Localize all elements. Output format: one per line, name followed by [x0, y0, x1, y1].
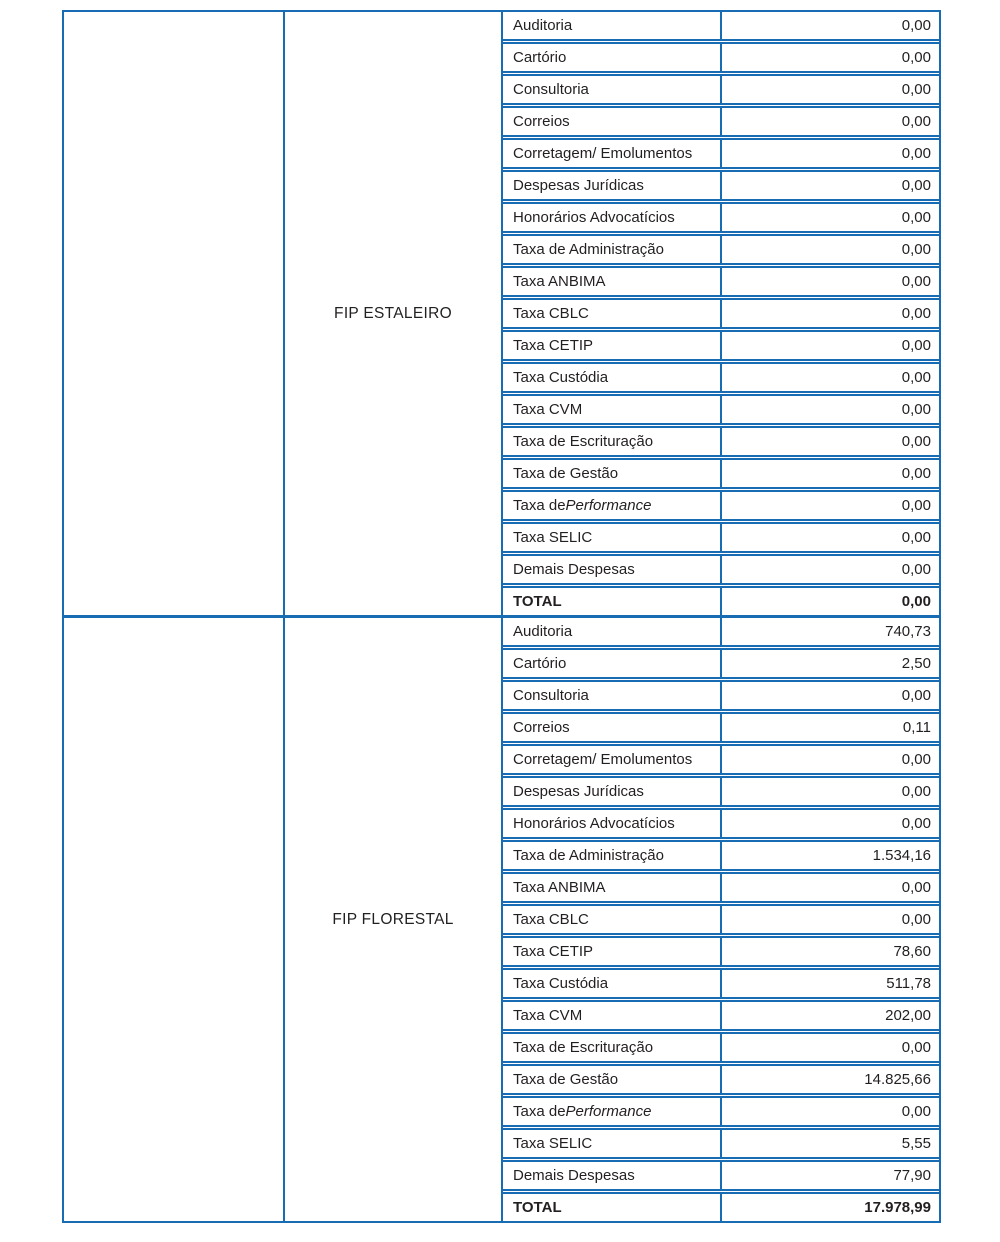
expense-value-cell — [722, 970, 939, 997]
expense-label: Honorários Advocatícios — [513, 815, 675, 832]
expense-label: Taxa de Gestão — [513, 465, 619, 482]
expense-value-cell — [722, 556, 939, 583]
expense-label-cell — [503, 1098, 722, 1125]
expense-value-cell — [722, 1194, 939, 1221]
expense-label-cell — [503, 1066, 722, 1093]
expense-label: Taxa ANBIMA — [513, 879, 606, 896]
expense-label-cell — [503, 714, 722, 741]
expense-value-cell — [722, 12, 939, 39]
expense-value: 0,00 — [901, 783, 931, 800]
expense-value: 0,00 — [901, 177, 931, 194]
expense-value-cell — [722, 1162, 939, 1189]
expense-value-cell — [722, 1002, 939, 1029]
expense-label: Taxa Custódia — [513, 369, 609, 386]
expense-label: Correios — [513, 719, 570, 736]
expense-value: 1.534,16 — [872, 847, 931, 864]
table-row — [503, 842, 939, 874]
expense-value: 14.825,66 — [864, 1071, 931, 1088]
expense-value-cell — [722, 364, 939, 391]
expense-label: Taxa de Escrituração — [513, 433, 654, 450]
table-row — [503, 682, 939, 714]
expense-label: Taxa de — [513, 1103, 566, 1120]
expense-label-cell — [503, 1002, 722, 1029]
table-row — [503, 44, 939, 76]
table-row — [503, 492, 939, 524]
expense-value: 0,00 — [901, 1039, 931, 1056]
table-row — [503, 746, 939, 778]
expense-value: 740,73 — [885, 623, 931, 640]
expense-label: Demais Despesas — [513, 561, 635, 578]
expense-value: 0,00 — [901, 1103, 931, 1120]
table-row — [503, 1002, 939, 1034]
expense-value-cell — [722, 460, 939, 487]
expense-label-cell — [503, 588, 722, 615]
expense-value-cell — [722, 332, 939, 359]
expense-value-cell — [722, 1034, 939, 1061]
total-row — [503, 1194, 939, 1221]
fund-section — [64, 12, 939, 618]
expense-value: 0,00 — [901, 879, 931, 896]
table-row — [503, 12, 939, 44]
expense-value-cell — [722, 396, 939, 423]
fund-name: FIP FLORESTAL — [332, 910, 454, 928]
table-row — [503, 332, 939, 364]
expense-value-cell — [722, 236, 939, 263]
table-row — [503, 1162, 939, 1194]
table-row — [503, 108, 939, 140]
expense-value-cell — [722, 524, 939, 551]
expense-value-cell — [722, 938, 939, 965]
table-row — [503, 1130, 939, 1162]
expense-label-cell — [503, 108, 722, 135]
table-row — [503, 140, 939, 172]
expense-value-cell — [722, 44, 939, 71]
expense-label-cell — [503, 874, 722, 901]
expense-value: 202,00 — [885, 1007, 931, 1024]
expense-label: Auditoria — [513, 623, 573, 640]
expense-label-cell — [503, 12, 722, 39]
table-row — [503, 650, 939, 682]
expense-label: Despesas Jurídicas — [513, 783, 644, 800]
table-row — [503, 778, 939, 810]
expense-value: 0,00 — [901, 209, 931, 226]
fund-name: FIP ESTALEIRO — [334, 304, 452, 322]
table-row — [503, 172, 939, 204]
table-row — [503, 714, 939, 746]
expense-value-cell — [722, 746, 939, 773]
expense-value: 0,00 — [901, 241, 931, 258]
expense-value-cell — [722, 650, 939, 677]
expense-value-cell — [722, 588, 939, 615]
expense-value-cell — [722, 1130, 939, 1157]
expense-label: Taxa CBLC — [513, 911, 589, 928]
expense-label: Consultoria — [513, 81, 589, 98]
table-row — [503, 236, 939, 268]
expense-value: 0,00 — [901, 145, 931, 162]
expense-value: 0,11 — [902, 719, 931, 736]
expense-label: Taxa de Escrituração — [513, 1039, 654, 1056]
table-row — [503, 300, 939, 332]
expense-label: Taxa CVM — [513, 1007, 583, 1024]
expense-value: 0,00 — [901, 465, 931, 482]
empty-column-cell — [64, 618, 285, 1221]
expense-value-cell — [722, 492, 939, 519]
expense-value-cell — [722, 140, 939, 167]
expense-label: Demais Despesas — [513, 1167, 635, 1184]
expense-label-cell — [503, 810, 722, 837]
table-row — [503, 618, 939, 650]
table-row — [503, 76, 939, 108]
expense-label: Taxa Custódia — [513, 975, 609, 992]
expense-value: 0,00 — [901, 273, 931, 290]
expense-label-cell — [503, 556, 722, 583]
table-row — [503, 396, 939, 428]
expense-label: Taxa ANBIMA — [513, 273, 606, 290]
table-row — [503, 556, 939, 588]
expense-label: Taxa SELIC — [513, 1135, 593, 1152]
expense-value-cell — [722, 682, 939, 709]
expense-value: 0,00 — [901, 561, 931, 578]
expense-label-italic: Performance — [565, 497, 652, 514]
expense-value: 0,00 — [901, 687, 931, 704]
expense-label-cell — [503, 492, 722, 519]
expense-value: 5,55 — [901, 1135, 931, 1152]
expense-value: 0,00 — [901, 433, 931, 450]
total-row — [503, 588, 939, 615]
expense-label-cell — [503, 906, 722, 933]
expense-label-cell — [503, 1194, 722, 1221]
expense-label-cell — [503, 76, 722, 103]
expense-value-cell — [722, 268, 939, 295]
fund-section — [64, 618, 939, 1221]
expense-label-cell — [503, 938, 722, 965]
expense-label: Auditoria — [513, 17, 573, 34]
expense-label: Correios — [513, 113, 570, 130]
expense-label-cell — [503, 140, 722, 167]
fund-name-cell — [285, 618, 503, 1221]
expense-label-cell — [503, 682, 722, 709]
table-row — [503, 1034, 939, 1066]
expense-value: 0,00 — [901, 81, 931, 98]
expense-value-cell — [722, 108, 939, 135]
expense-label-cell — [503, 524, 722, 551]
expense-label-cell — [503, 778, 722, 805]
expense-value-cell — [722, 1098, 939, 1125]
expense-label: Honorários Advocatícios — [513, 209, 675, 226]
expense-rows — [503, 618, 939, 1221]
expense-label-cell — [503, 746, 722, 773]
expense-value-cell — [722, 714, 939, 741]
expense-value: 0,00 — [901, 337, 931, 354]
expense-value: 0,00 — [901, 305, 931, 322]
table-row — [503, 364, 939, 396]
expense-label-cell — [503, 268, 722, 295]
expense-label-cell — [503, 236, 722, 263]
table-row — [503, 204, 939, 236]
expense-label: Taxa de Gestão — [513, 1071, 619, 1088]
expense-label: Cartório — [513, 655, 567, 672]
expense-value-cell — [722, 1066, 939, 1093]
expense-value-cell — [722, 906, 939, 933]
expense-rows — [503, 12, 939, 615]
empty-column-cell — [64, 12, 285, 615]
table-row — [503, 524, 939, 556]
expense-value: 0,00 — [901, 815, 931, 832]
expense-label-cell — [503, 1162, 722, 1189]
expense-value-cell — [722, 810, 939, 837]
expense-label-italic: Performance — [565, 1103, 652, 1120]
table-row — [503, 970, 939, 1002]
expense-label-cell — [503, 332, 722, 359]
expense-label-cell — [503, 1130, 722, 1157]
expense-value-cell — [722, 300, 939, 327]
expense-value: 0,00 — [901, 751, 931, 768]
table-row — [503, 1098, 939, 1130]
expense-label-cell — [503, 1034, 722, 1061]
expense-label-cell — [503, 396, 722, 423]
expense-value: 17.978,99 — [864, 1199, 931, 1216]
fund-name-cell — [285, 12, 503, 615]
expense-label-cell — [503, 842, 722, 869]
expense-label: Corretagem/ Emolumentos — [513, 751, 693, 768]
expense-label-cell — [503, 300, 722, 327]
expense-label: Taxa de — [513, 497, 566, 514]
expense-value-cell — [722, 874, 939, 901]
expense-label: Taxa CETIP — [513, 337, 594, 354]
table-row — [503, 810, 939, 842]
expense-label: Taxa SELIC — [513, 529, 593, 546]
expense-label-cell — [503, 364, 722, 391]
expense-label-cell — [503, 650, 722, 677]
expense-value: 78,60 — [893, 943, 931, 960]
expense-value: 2,50 — [901, 655, 931, 672]
expense-value: 0,00 — [901, 369, 931, 386]
expense-label-cell — [503, 618, 722, 645]
expense-value-cell — [722, 428, 939, 455]
expense-value: 0,00 — [901, 49, 931, 66]
expense-label: Despesas Jurídicas — [513, 177, 644, 194]
expense-table — [62, 10, 941, 1223]
expense-value: 0,00 — [901, 113, 931, 130]
expense-label-cell — [503, 970, 722, 997]
expense-label: Consultoria — [513, 687, 589, 704]
expense-value-cell — [722, 842, 939, 869]
expense-label: Taxa CVM — [513, 401, 583, 418]
expense-label-cell — [503, 172, 722, 199]
expense-label-cell — [503, 428, 722, 455]
expense-label: Taxa CETIP — [513, 943, 594, 960]
expense-label: TOTAL — [513, 593, 562, 610]
table-row — [503, 938, 939, 970]
expense-value: 0,00 — [901, 497, 931, 514]
table-row — [503, 460, 939, 492]
expense-label: TOTAL — [513, 1199, 562, 1216]
expense-value-cell — [722, 76, 939, 103]
expense-label-cell — [503, 44, 722, 71]
expense-label: Taxa de Administração — [513, 241, 664, 258]
expense-value: 0,00 — [901, 401, 931, 418]
table-row — [503, 874, 939, 906]
expense-value: 0,00 — [901, 911, 931, 928]
expense-label: Taxa de Administração — [513, 847, 664, 864]
expense-value: 511,78 — [886, 975, 931, 992]
expense-label-cell — [503, 460, 722, 487]
expense-value: 0,00 — [901, 593, 931, 610]
expense-value-cell — [722, 778, 939, 805]
expense-value-cell — [722, 204, 939, 231]
expense-value: 0,00 — [901, 17, 931, 34]
expense-value-cell — [722, 618, 939, 645]
table-row — [503, 1066, 939, 1098]
expense-label: Corretagem/ Emolumentos — [513, 145, 693, 162]
table-row — [503, 428, 939, 460]
expense-label-cell — [503, 204, 722, 231]
expense-value-cell — [722, 172, 939, 199]
table-row — [503, 268, 939, 300]
expense-value: 77,90 — [893, 1167, 931, 1184]
table-row — [503, 906, 939, 938]
expense-value: 0,00 — [901, 529, 931, 546]
expense-label: Taxa CBLC — [513, 305, 589, 322]
expense-label: Cartório — [513, 49, 567, 66]
